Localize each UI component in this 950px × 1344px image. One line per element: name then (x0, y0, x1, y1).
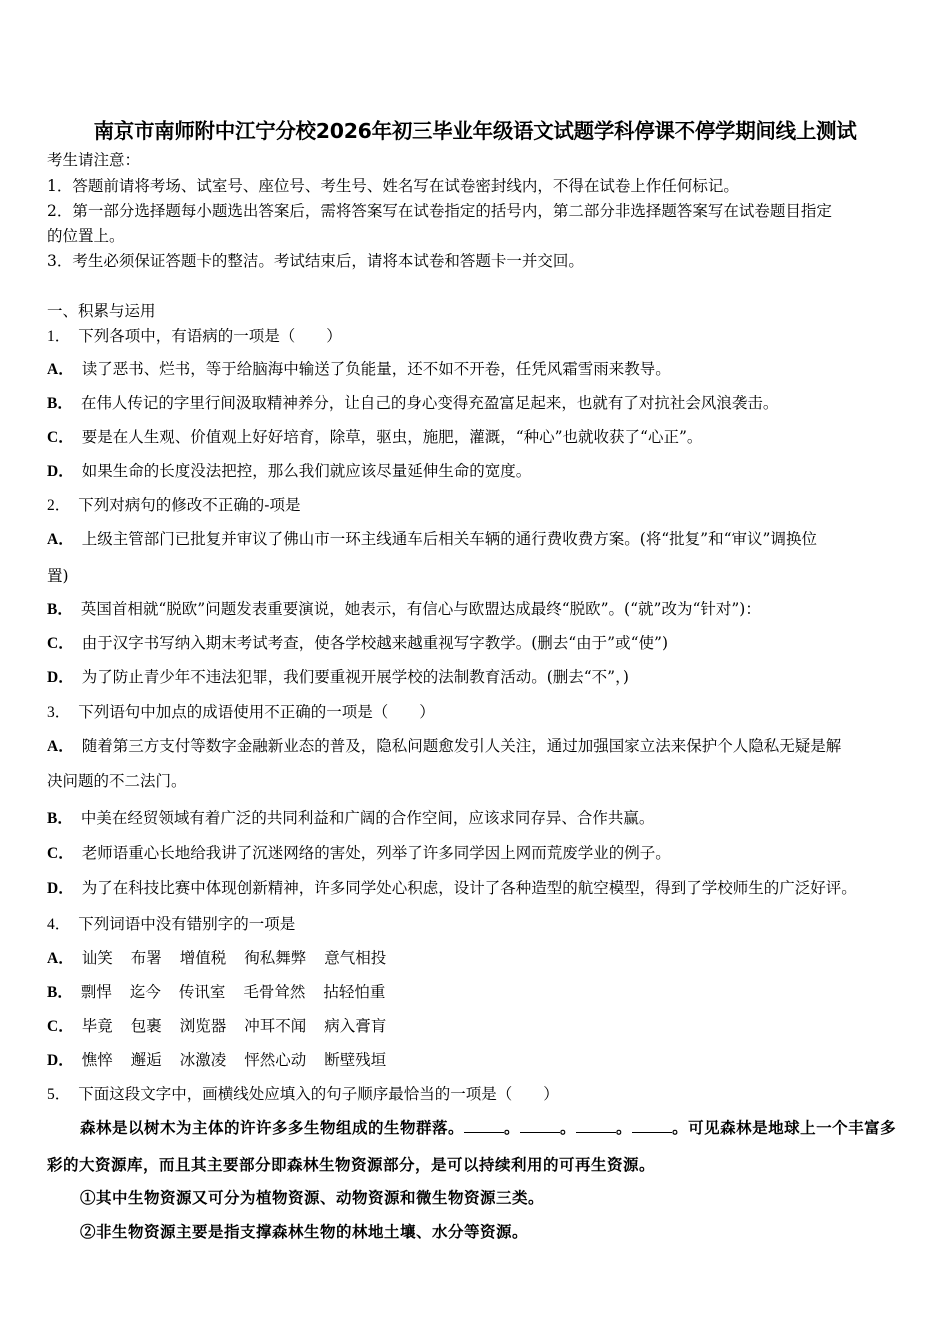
page-title: 南京市南师附中江宁分校2026年初三毕业年级语文试题学科停课不停学期间线上测试 (93, 119, 857, 143)
question-text: 下列各项中，有语病的一项是（ ） (78, 327, 342, 345)
word: 布署 (130, 949, 162, 967)
separator: 。 (616, 1118, 633, 1137)
question-text: 下列语句中加点的成语使用不正确的一项是（ ） (78, 703, 435, 721)
question-number: 3． (47, 704, 71, 721)
option-c (47, 1016, 404, 1037)
option-d (47, 667, 629, 688)
notice-item: 的位置上。 (47, 227, 125, 245)
question-text: 下列词语中没有错别字的一项是 (78, 915, 296, 933)
question-3-stem (47, 702, 435, 723)
question-number: 1． (47, 328, 71, 345)
option-label: D． (47, 463, 74, 480)
option-c (47, 633, 668, 654)
separator: 。 (504, 1118, 521, 1137)
sentence-2: ②非生物资源主要是指支撑森林生物的林地土壤、水分等资源。 (80, 1222, 529, 1241)
word: 包裹 (130, 1017, 162, 1035)
notice-item: 1．答题前请将考场、试室号、座位号、考生号、姓名写在试卷密封线内，不得在试卷上作任何标记。 (47, 177, 739, 195)
option-a (47, 948, 404, 969)
option-d (47, 461, 531, 482)
separator: 。 (560, 1118, 577, 1137)
option-label: C． (47, 635, 74, 652)
word: 邂逅 (130, 1051, 162, 1069)
word: 徇私舞弊 (244, 949, 307, 967)
word: 冲耳不闻 (244, 1017, 307, 1035)
option-text: 英国首相就“脱欧”问题发表重要演说，她表示，有信心与欧盟达成最终“脱欧”。(“就”改为“针对”)： (80, 600, 761, 618)
option-label: A． (47, 950, 74, 967)
option-a (47, 359, 671, 380)
question-text: 下列对病句的修改不正确的-项是 (78, 496, 301, 514)
word: 断壁残垣 (324, 1051, 387, 1069)
option-text: 老师语重心长地给我讲了沉迷网络的害处，列举了许多同学因上网而荒废学业的例子。 (81, 844, 671, 862)
word: 浏览器 (179, 1017, 227, 1035)
option-a (47, 529, 817, 550)
option-text: 由于汉字书写纳入期末考试考查，使各学校越来越重视写字教学。(删去“由于”或“使”) (81, 634, 668, 652)
fill-blank (520, 1118, 560, 1133)
passage-line-1 (80, 1118, 896, 1138)
option-a-continued: 决问题的不二法门。 (47, 772, 187, 790)
fill-blank (632, 1118, 672, 1133)
word: 冰激凌 (179, 1051, 227, 1069)
option-label: A． (47, 531, 74, 548)
option-a-continued: 置) (47, 567, 69, 585)
option-label: B． (47, 395, 73, 412)
option-a (47, 736, 841, 757)
option-label: D． (47, 880, 74, 897)
word: 迄今 (129, 983, 161, 1001)
option-b (47, 599, 761, 620)
option-text: 为了在科技比赛中体现创新精神，许多同学处心积虑，设计了各种造型的航空模型，得到了学校师生的广泛好评。 (81, 879, 857, 897)
option-text: 上级主管部门已批复并审议了佛山市一环主线通车后相关车辆的通行费收费方案。(将“批复”和“审议”调换位 (81, 530, 817, 548)
question-number: 5． (47, 1086, 71, 1103)
option-label: D． (47, 669, 74, 686)
fill-blank (464, 1118, 504, 1133)
option-label: A． (47, 361, 74, 378)
option-label: B． (47, 601, 73, 618)
notice-heading: 考生请注意： (47, 151, 141, 169)
option-c (47, 843, 671, 864)
option-text: 在伟人传记的字里行间汲取精神养分，让自己的身心变得充盈富足起来，也就有了对抗社会风浪袭击。 (80, 394, 779, 412)
question-1-stem (47, 326, 342, 347)
word: 憔悴 (81, 1051, 113, 1069)
option-label: C． (47, 845, 74, 862)
word: 毛骨耸然 (243, 983, 306, 1001)
option-c (47, 427, 702, 448)
fill-blank (576, 1118, 616, 1133)
option-d (47, 878, 857, 899)
word: 意气相投 (324, 949, 387, 967)
word: 拈轻怕重 (323, 983, 386, 1001)
separator: 。 (672, 1118, 689, 1137)
option-text: 随着第三方支付等数字金融新业态的普及，隐私问题愈发引人关注，通过加强国家立法来保护个人隐私无疑是解 (81, 737, 842, 755)
option-text: 如果生命的长度没法把控，那么我们就应该尽量延伸生命的宽度。 (81, 462, 532, 480)
word: 增值税 (179, 949, 227, 967)
question-number: 2． (47, 497, 71, 514)
notice-item: 3．考生必须保证答题卡的整洁。考试结束后，请将本试卷和答题卡一并交回。 (47, 252, 584, 270)
word: 传讯室 (178, 983, 226, 1001)
passage-text: 森林是以树木为主体的许许多多生物组成的生物群落。 (80, 1118, 465, 1137)
option-label: D． (47, 1052, 74, 1069)
word: 病入膏肓 (324, 1017, 387, 1035)
option-label: A． (47, 738, 74, 755)
word: 怦然心动 (244, 1051, 307, 1069)
question-2-stem (47, 495, 301, 516)
option-label: C． (47, 1018, 74, 1035)
word: 讪笑 (81, 949, 113, 967)
question-5-stem (47, 1084, 559, 1105)
option-b (47, 808, 654, 829)
option-label: B． (47, 810, 73, 827)
passage-line-2: 彩的大资源库，而且其主要部分即森林生物资源部分，是可以持续利用的可再生资源。 (47, 1155, 656, 1174)
option-text: 中美在经贸领域有着广泛的共同利益和广阔的合作空间，应该求同存异、合作共赢。 (80, 809, 655, 827)
word: 毕竟 (81, 1017, 113, 1035)
question-4-stem (47, 914, 295, 935)
question-number: 4． (47, 916, 71, 933)
word: 剽悍 (80, 983, 112, 1001)
passage-text: 可见森林是地球上一个丰富多 (688, 1118, 897, 1137)
option-label: C． (47, 429, 74, 446)
option-text: 为了防止青少年不违法犯罪，我们要重视开展学校的法制教育活动。(删去“不”，) (81, 668, 629, 686)
notice-item: 2．第一部分选择题每小题选出答案后，需将答案写在试卷指定的括号内，第二部分非选择题答案写在试卷题目指定 (47, 202, 832, 220)
section-heading: 一、积累与运用 (47, 302, 156, 320)
option-d (47, 1050, 404, 1071)
question-text: 下面这段文字中，画横线处应填入的句子顺序最恰当的一项是（ ） (78, 1085, 559, 1103)
option-text: 读了恶书、烂书，等于给脑海中输送了负能量，还不如不开卷，任凭风霜雪雨来教导。 (81, 360, 671, 378)
option-text: 要是在人生观、价值观上好好培育，除草，驱虫，施肥，灌溉，“种心”也就收获了“心正”。 (81, 428, 703, 446)
option-b (47, 982, 403, 1003)
option-label: B． (47, 984, 73, 1001)
sentence-1: ①其中生物资源又可分为植物资源、动物资源和微生物资源三类。 (80, 1188, 545, 1207)
option-b (47, 393, 778, 414)
